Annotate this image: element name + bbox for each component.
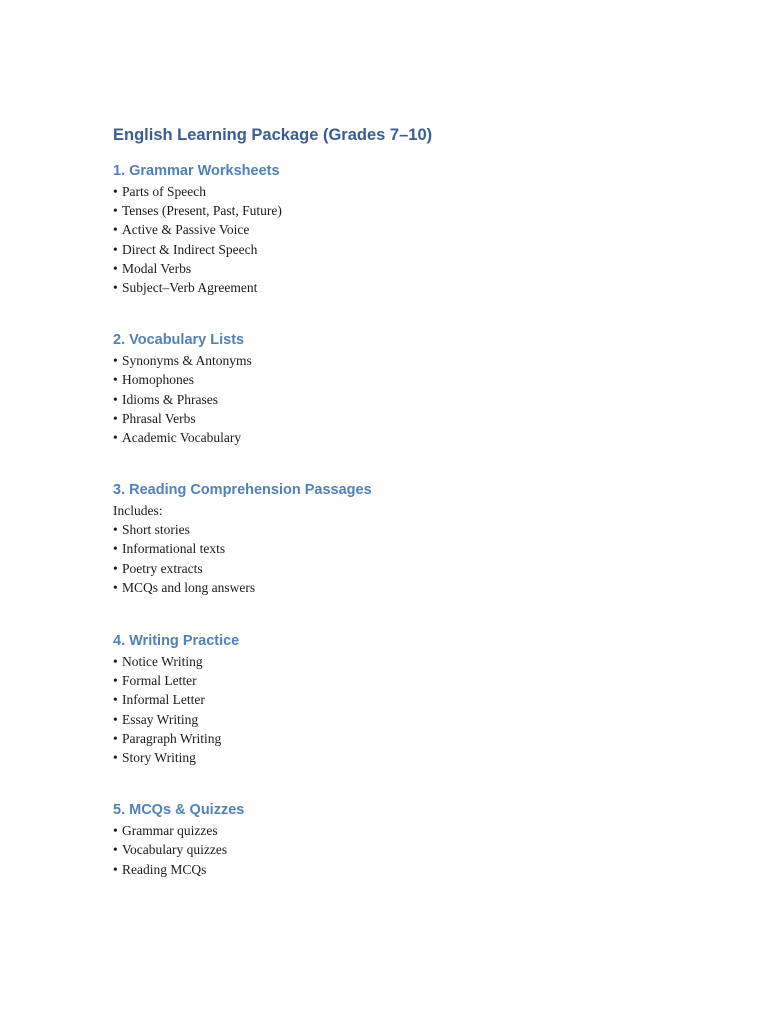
section-mcqs-quizzes: [113, 799, 713, 879]
bullet-icon: •: [113, 823, 118, 839]
list-item-text: Reading MCQs: [122, 861, 207, 877]
document-title: English Learning Package (Grades 7–10): [113, 126, 433, 144]
list-item: [113, 671, 713, 690]
list-item-text: Homophones: [122, 372, 194, 388]
section-vocabulary-lists: [113, 329, 713, 447]
list-item: [113, 559, 713, 578]
item-list: [113, 652, 713, 767]
bullet-icon: •: [113, 560, 118, 576]
bullet-icon: •: [113, 673, 118, 689]
list-item: [113, 428, 713, 447]
list-item-text: MCQs and long answers: [122, 579, 256, 595]
list-item-text: Poetry extracts: [122, 560, 203, 576]
list-item: [113, 409, 713, 428]
bullet-icon: •: [113, 654, 118, 669]
section-reading-comprehension: [113, 479, 713, 597]
list-item-text: Active & Passive Voice: [122, 222, 250, 238]
bullet-icon: •: [113, 410, 118, 426]
list-item: [113, 710, 713, 729]
bullet-icon: •: [113, 730, 118, 746]
list-item-text: Essay Writing: [122, 711, 199, 727]
section-intro: Includes:: [113, 503, 163, 519]
list-item-text: Informational texts: [122, 541, 226, 557]
list-item: [113, 578, 713, 597]
list-item-text: Vocabulary quizzes: [122, 842, 228, 858]
bullet-icon: •: [113, 522, 118, 538]
list-item-text: Grammar quizzes: [122, 823, 218, 839]
bullet-icon: •: [113, 222, 118, 238]
section-heading: 5. MCQs & Quizzes: [113, 802, 245, 819]
list-item: [113, 748, 713, 767]
bullet-icon: •: [113, 241, 118, 257]
list-item-text: Formal Letter: [122, 673, 197, 689]
list-item: [113, 390, 713, 409]
section-writing-practice: [113, 630, 713, 767]
section-heading: 4. Writing Practice: [113, 633, 240, 649]
list-item-text: Direct & Indirect Speech: [122, 241, 258, 257]
list-item: [113, 370, 713, 389]
list-item: [113, 259, 713, 278]
bullet-icon: •: [113, 184, 118, 199]
list-item-text: Academic Vocabulary: [122, 429, 242, 445]
list-item: [113, 240, 713, 259]
list-item-text: Short stories: [122, 522, 190, 538]
section-grammar-worksheets: [113, 160, 713, 297]
item-list: [113, 182, 713, 297]
bullet-icon: •: [113, 391, 118, 407]
list-item: [113, 201, 713, 220]
item-list: [113, 351, 713, 447]
list-item: [113, 351, 713, 370]
bullet-icon: •: [113, 861, 118, 877]
list-item-text: Subject–Verb Agreement: [122, 279, 258, 295]
list-item: [113, 690, 713, 709]
list-item: [113, 182, 713, 201]
list-item: [113, 520, 713, 539]
bullet-icon: •: [113, 692, 118, 708]
list-item-text: Tenses (Present, Past, Future): [122, 203, 282, 219]
section-heading: 2. Vocabulary Lists: [113, 332, 245, 349]
list-item: [113, 840, 713, 859]
list-item: [113, 278, 713, 297]
bullet-icon: •: [113, 711, 118, 727]
bullet-icon: •: [113, 749, 118, 765]
bullet-icon: •: [113, 842, 118, 858]
bullet-icon: •: [113, 260, 118, 276]
bullet-icon: •: [113, 579, 118, 595]
list-item: [113, 729, 713, 748]
list-item-text: Idioms & Phrases: [122, 391, 218, 407]
section-heading: 1. Grammar Worksheets: [113, 163, 280, 179]
list-item-text: Notice Writing: [122, 654, 203, 669]
list-item: [113, 821, 713, 840]
bullet-icon: •: [113, 353, 118, 369]
bullet-icon: •: [113, 429, 118, 445]
item-list: [113, 821, 713, 879]
list-item-text: Parts of Speech: [122, 184, 206, 199]
list-item-text: Synonyms & Antonyms: [122, 353, 252, 369]
list-item-text: Modal Verbs: [122, 260, 192, 276]
list-item-text: Informal Letter: [122, 692, 205, 708]
list-item: [113, 652, 713, 671]
section-heading: 3. Reading Comprehension Passages: [113, 482, 372, 499]
list-item-text: Phrasal Verbs: [122, 410, 196, 426]
item-list: [113, 520, 713, 597]
list-item-text: Paragraph Writing: [122, 730, 222, 746]
bullet-icon: •: [113, 279, 118, 295]
list-item: [113, 860, 713, 879]
bullet-icon: •: [113, 372, 118, 388]
list-item: [113, 539, 713, 558]
bullet-icon: •: [113, 203, 118, 219]
document-page: [113, 124, 713, 879]
list-item: [113, 220, 713, 239]
list-item-text: Story Writing: [122, 749, 196, 765]
bullet-icon: •: [113, 541, 118, 557]
